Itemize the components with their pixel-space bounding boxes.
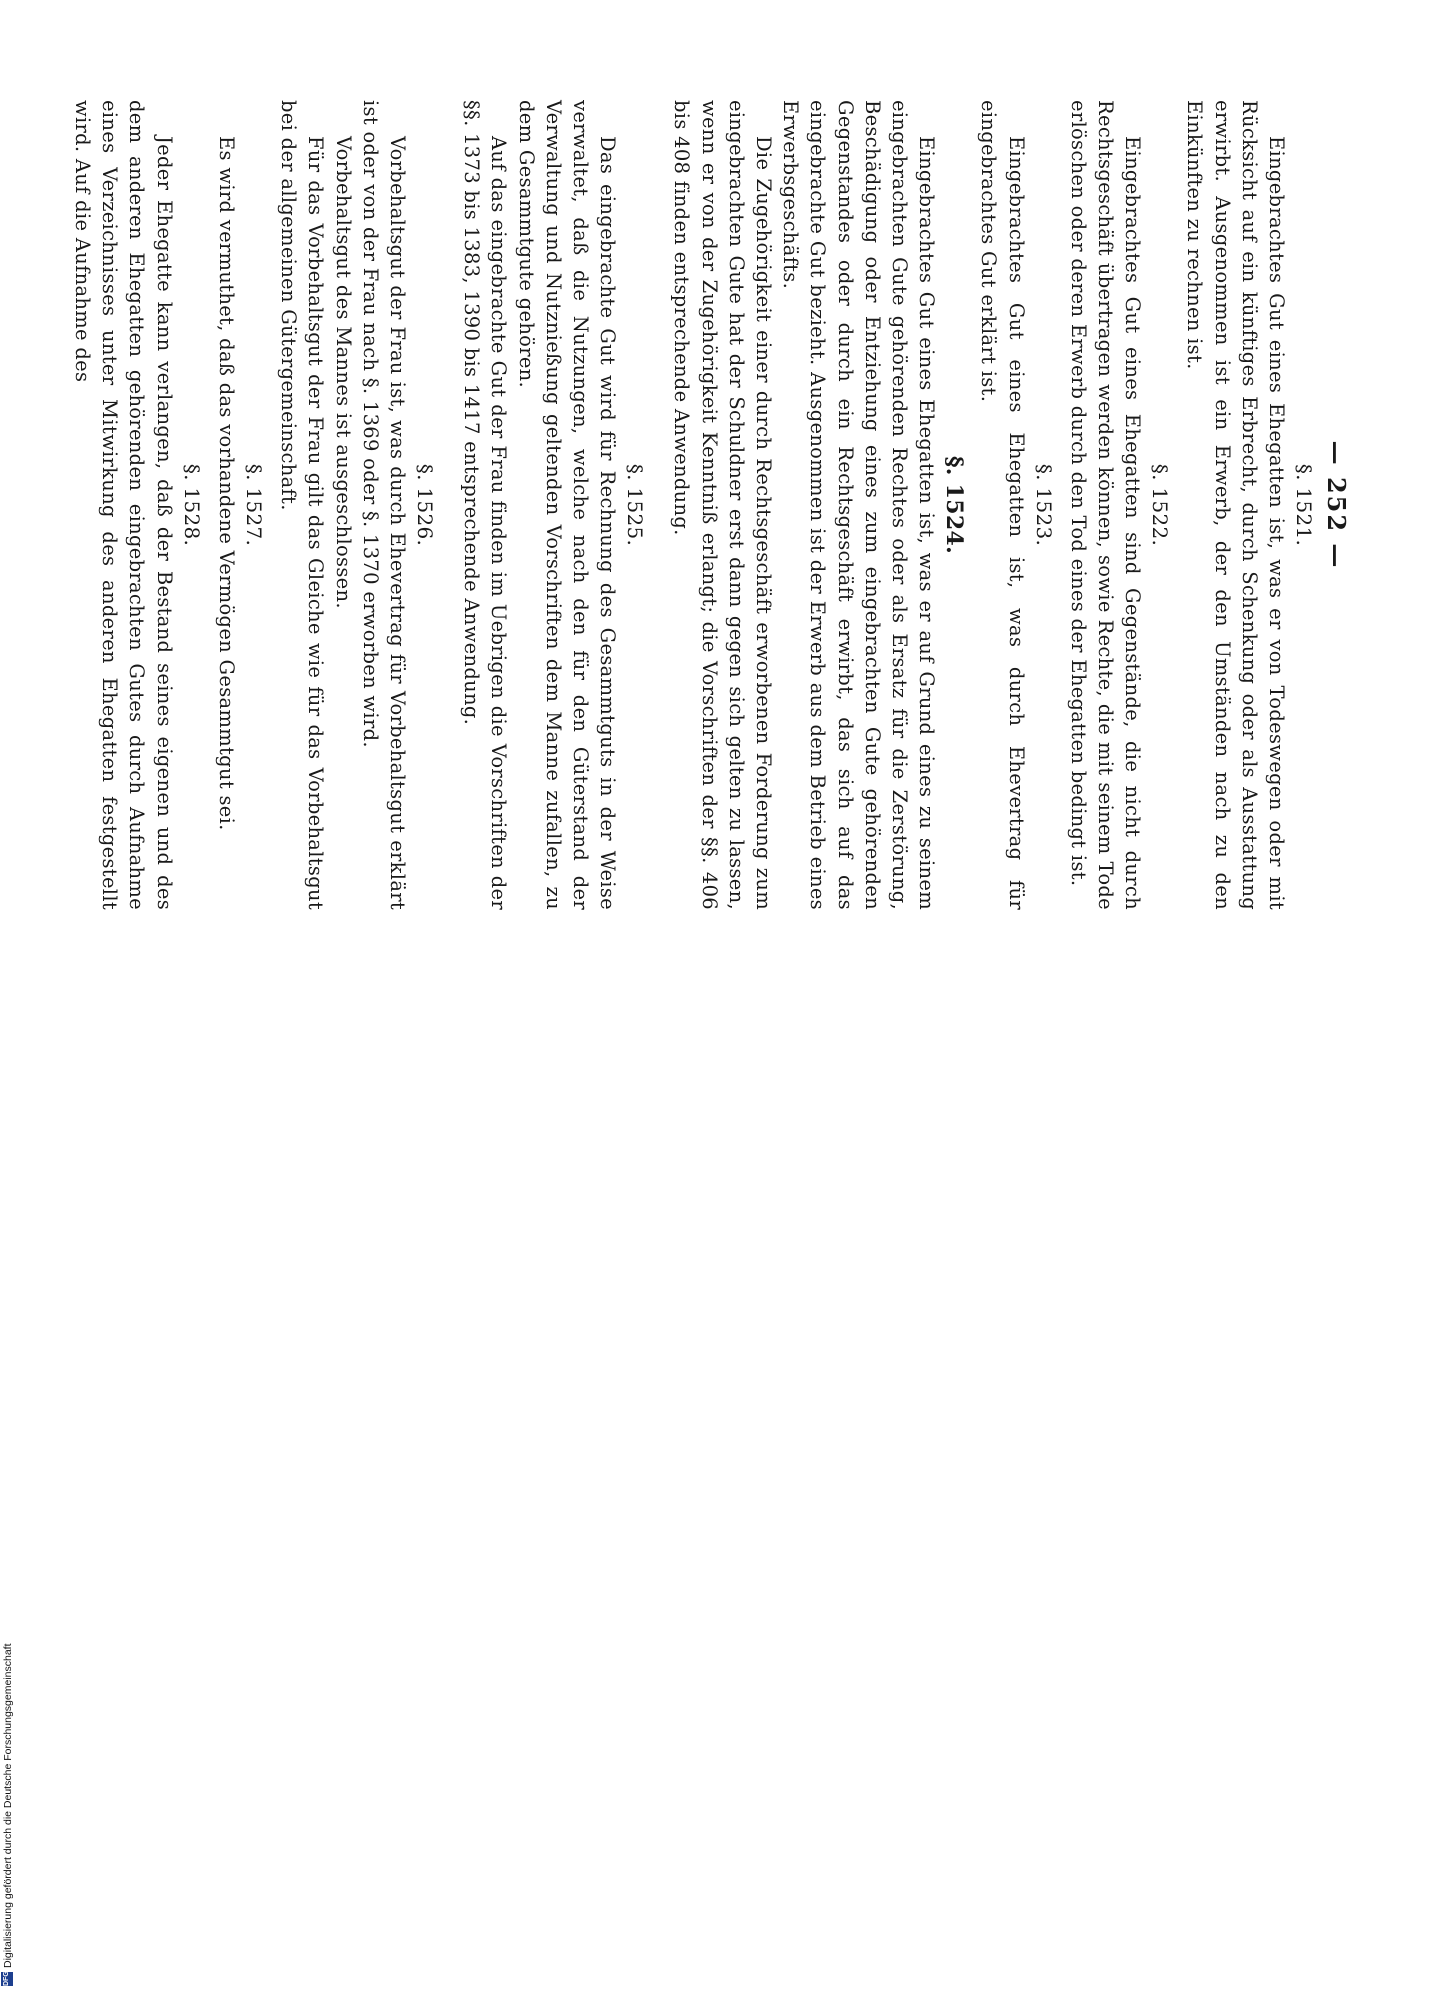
- paragraph: Die Zugehörigkeit einer durch Rechtsgeschäft erworbenen Forderung zum eingebrachten Gute hat der Schuldner erst dann gegen sich gelten zu lassen, wenn er von der Zugehörigkeit Kenntniß erlangt; die Vorschriften der §§. 406 bis 408 finden entsprechende Anwendung.: [670, 100, 775, 910]
- paragraph: Eingebrachtes Gut eines Ehegatten ist, was durch Ehevertrag für eingebrachtes Gut erklärt ist.: [977, 100, 1028, 910]
- section-title: §. 1527.: [241, 463, 266, 547]
- section-title: §. 1524.: [941, 455, 968, 555]
- paragraph: Vorbehaltsgut des Mannes ist ausgeschlossen.: [331, 136, 355, 609]
- section-title: §. 1525.: [623, 463, 648, 547]
- section-title: §. 1526.: [412, 463, 437, 547]
- page-number: — 252 —: [1322, 440, 1351, 570]
- paragraph: Es wird vermuthet, daß das vorhandene Vermögen Gesammtgut sei.: [214, 136, 238, 831]
- section-title: §. 1523.: [1031, 463, 1056, 547]
- paragraph: Eingebrachtes Gut eines Ehegatten ist, was er auf Grund eines zu seinem eingebrachten Gute gehörenden Rechtes oder als Ersatz für die Zerstörung, Beschädigung oder Entziehung eines zum eingebrachten Gute gehörenden Gegenstandes oder durch ein Rechtsgeschäft erwirbt, das sich auf das eingebrachte Gut bezieht. Ausgenommen ist der Erwerb aus dem Betrieb eines Erwerbsgeschäfts.: [779, 100, 939, 910]
- paragraph: Auf das eingebrachte Gut der Frau finden im Uebrigen die Vorschriften der §§. 1373 bis 1383, 1390 bis 1417 entsprechende Anwendung.: [460, 100, 511, 910]
- paragraph: Das eingebrachte Gut wird für Rechnung des Gesammtguts in der Weise verwaltet, daß die Nutzungen, welche nach den für den Güterstand der Verwaltung und Nutznießung geltenden Vorschriften dem Manne zufallen, zu dem Gesammtgute gehören.: [514, 100, 620, 910]
- dfg-logo: DFG: [1, 1972, 13, 1986]
- paragraph: Für das Vorbehaltsgut der Frau gilt das Gleiche wie für das Vorbehaltsgut bei der allgemeinen Gütergemeinschaft.: [277, 100, 328, 910]
- section-title: §. 1522.: [1148, 463, 1173, 547]
- page-content: [69, 100, 1355, 910]
- section-title: §. 1521.: [1292, 463, 1316, 547]
- paragraph: Eingebrachtes Gut eines Ehegatten sind Gegenstände, die nicht durch Rechtsgeschäft übertragen werden können, sowie Rechte, die mit seinem Tode erlöschen oder deren Erwerb durch den Tod eines der Ehegatten bedingt ist.: [1066, 100, 1145, 910]
- paragraph: Eingebrachtes Gut eines Ehegatten ist, was er von Todeswegen oder mit Rücksicht auf ein künftiges Erbrecht, durch Schenkung oder als Ausstattung erwirbt. Ausgenommen ist ein Erwerb, der den Umständen nach zu den Einkünften zu rechnen ist.: [1183, 100, 1288, 910]
- paragraph: Jeder Ehegatte kann verlangen, daß der Bestand seines eigenen und des dem anderen Ehegatten gehörenden eingebrachten Gutes durch Aufnahme eines Verzeichnisses unter Mitwirkung des anderen Ehegatten festgestellt wird. Auf die Aufnahme des: [71, 100, 176, 910]
- paragraph: Vorbehaltsgut der Frau ist, was durch Ehevertrag für Vorbehaltsgut erklärt ist oder von der Frau nach §. 1369 oder §. 1370 erworben wird.: [358, 100, 409, 910]
- section-title: §. 1528.: [179, 463, 204, 547]
- credit-text: Digitalisierung gefördert durch die Deutsche Forschungsgemeinschaft: [2, 1643, 14, 1968]
- digitization-credit: [0, 990, 16, 1990]
